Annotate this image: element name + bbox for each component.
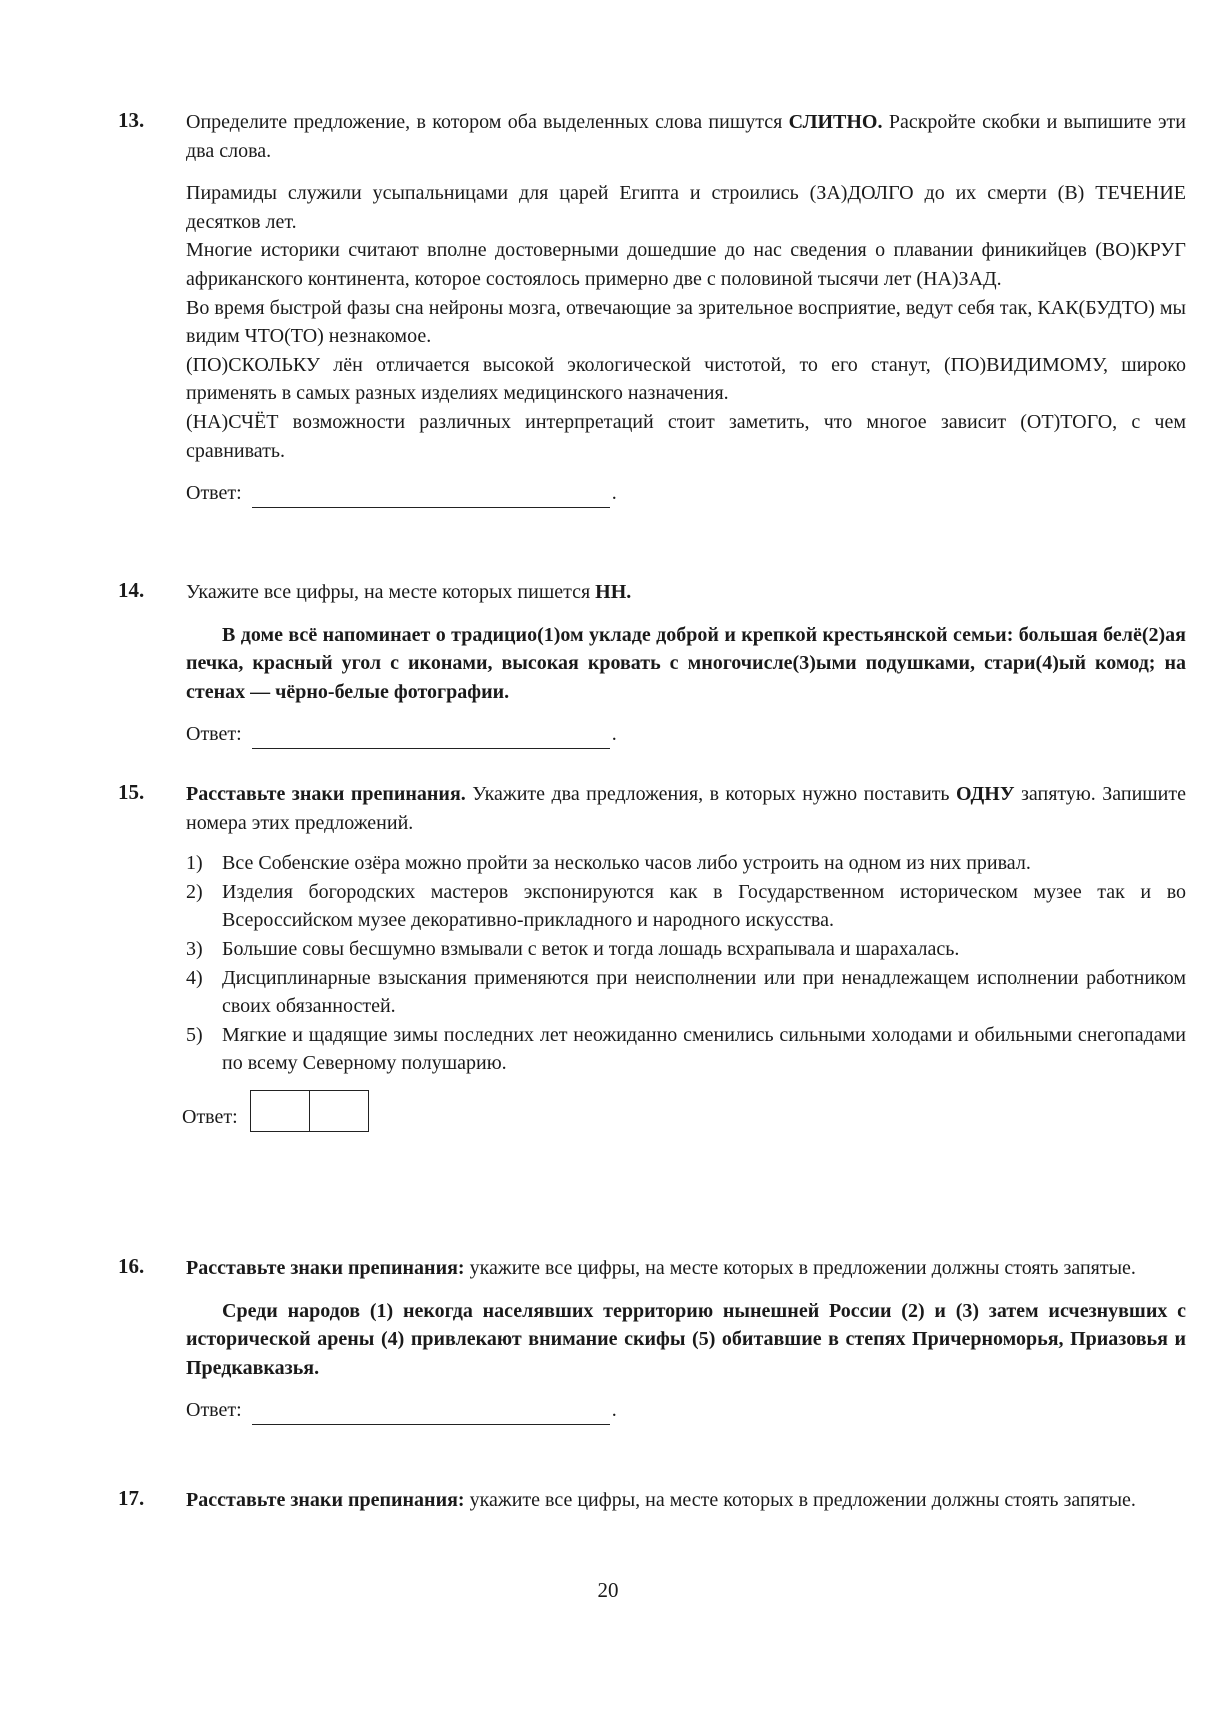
answer-cells — [250, 1090, 369, 1132]
task-13 — [118, 108, 1186, 508]
answer-row: Ответ: . — [186, 1396, 1186, 1425]
answer-row — [182, 1090, 1186, 1132]
answer-row: Ответ: . — [186, 720, 1186, 749]
list-item: 1) Все Собенские озёра можно пройти за несколько часов либо устроить на одном из них привал. — [186, 852, 1031, 875]
task-text — [186, 621, 1186, 707]
answer-cell[interactable] — [251, 1091, 309, 1131]
page-number: 20 — [597, 1578, 619, 1602]
task-number: 16. — [118, 1254, 145, 1278]
sentence: Пирамиды служили усыпальницами для царей Египта и строились (ЗА)ДОЛГО до их смерти (В) ТЕЧЕНИЕ десятков лет. — [186, 182, 1186, 233]
task-question: Определите предложение, в котором оба выделенных слова пишутся СЛИТНО. Раскройте скобки и выпишите эти два слова. — [186, 111, 1187, 162]
answer-label: Ответ: — [186, 482, 242, 505]
task-sentence: В доме всё напоминает о традицио(1)ом укладе доброй и крепкой крестьянской семьи: большая белё(2)ая печка, красный угол с иконами, высокая кровать с многочисле(3)ыми подушками, стари(4)ый комод; на стенах — чёрно-белые фотографии. — [186, 623, 1186, 703]
task-15 — [118, 780, 1186, 1132]
task-number: 17. — [118, 1486, 145, 1510]
answer-label: Ответ: — [186, 1399, 242, 1422]
task-question: Расставьте знаки препинания. Укажите два предложения, в которых нужно поставить ОДНУ запятую. Запишите номера этих предложений. — [186, 783, 1186, 834]
task-number: 14. — [118, 578, 145, 602]
task-sentence: Среди народов (1) некогда населявших территорию нынешней России (2) и (3) затем исчезнувших с исторической арены (4) привлекают внимание скифы (5) обитавшие в степях Причерноморья, Приазовья и Предкавказья. — [186, 1299, 1186, 1379]
answer-cell[interactable] — [309, 1091, 368, 1131]
answer-field[interactable] — [252, 1404, 610, 1425]
task-text — [186, 179, 1186, 465]
list-item: 2) Изделия богородских мастеров экспонируются как в Государственном историческом музее так и во Всероссийском музее декоративно-прикладного и народного искусства. — [186, 880, 1186, 932]
sentence: (ПО)СКОЛЬКУ лён отличается высокой экологической чистотой, то его станут, (ПО)ВИДИМОМУ, широко применять в самых разных изделиях медицинского назначения. — [186, 353, 1186, 405]
answer-field[interactable] — [252, 728, 610, 749]
task-number: 15. — [118, 780, 145, 804]
answer-field[interactable] — [252, 487, 610, 508]
answer-row: Ответ: . — [186, 479, 1186, 508]
sentence: (НА)СЧЁТ возможности различных интерпретаций стоит заметить, что многое зависит (ОТ)ТОГО, с чем сравнивать. — [186, 410, 1186, 462]
task-number: 13. — [118, 108, 145, 132]
task-17 — [118, 1486, 1186, 1515]
list-item: 3) Большие совы бесшумно взмывали с веток и тогда лошадь всхрапывала и шарахалась. — [186, 937, 960, 960]
list-item: 5) Мягкие и щадящие зимы последних лет неожиданно сменились сильными холодами и обильными снегопадами по всему Северному полушарию. — [186, 1023, 1186, 1075]
task-16 — [118, 1254, 1186, 1425]
task-14 — [118, 578, 1186, 749]
list-item: 4) Дисциплинарные взыскания применяются при неисполнении или при ненадлежащем исполнении работником своих обязанностей. — [186, 966, 1186, 1018]
task-question: Расставьте знаки препинания: укажите все цифры, на месте которых в предложении должны стоять запятые. — [186, 1257, 1136, 1279]
answer-label: Ответ: — [186, 723, 242, 746]
task-text — [186, 1297, 1186, 1383]
sentence: Многие историки считают вполне достоверными дошедшие до нас сведения о плавании финикийцев (ВО)КРУГ африканского континента, которое состоялось примерно две с половиной тысячи лет (НА)ЗАД. — [186, 239, 1186, 290]
task-question: Расставьте знаки препинания: укажите все цифры, на месте которых в предложении должны стоять запятые. — [186, 1489, 1136, 1511]
options-list — [186, 849, 1186, 1078]
sentence: Во время быстрой фазы сна нейроны мозга, отвечающие за зрительное восприятие, ведут себя так, КАК(БУДТО) мы видим ЧТО(ТО) незнакомое. — [186, 296, 1186, 348]
task-question: Укажите все цифры, на месте которых пишется НН. — [186, 581, 632, 603]
answer-label: Ответ: — [182, 1106, 238, 1129]
